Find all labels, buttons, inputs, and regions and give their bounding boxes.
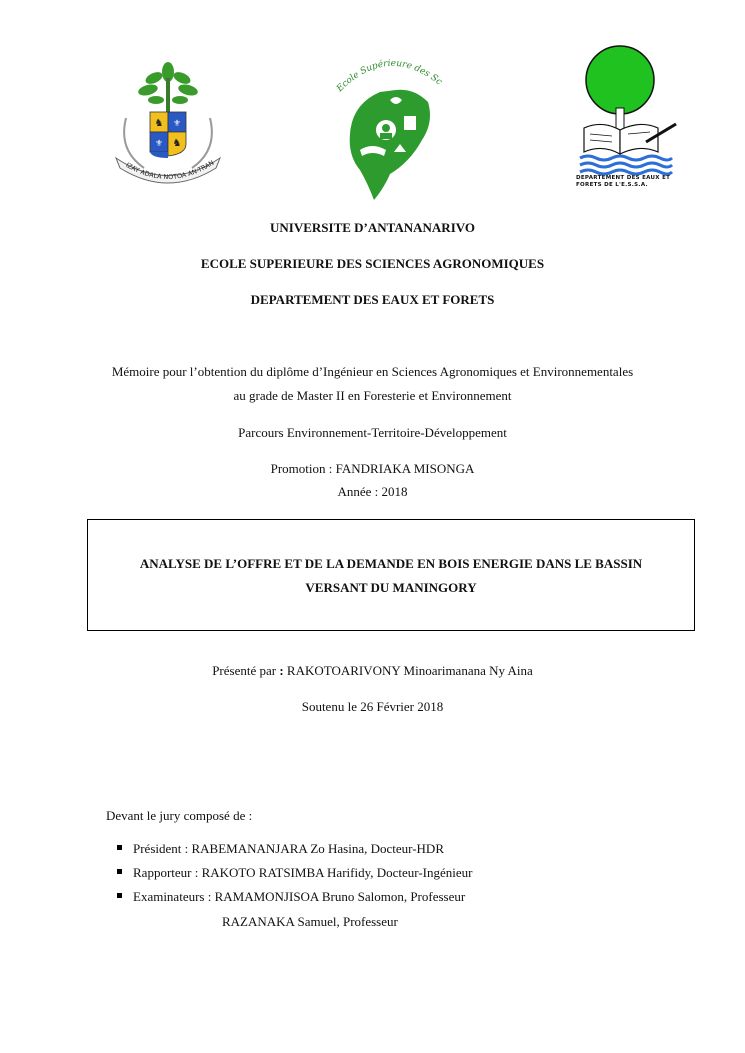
- presented-by-colon: :: [279, 663, 287, 678]
- jury-member-text: Examinateurs : RAMAMONJISOA Bruno Salomon, Professeur: [133, 889, 466, 904]
- department-name: DEPARTEMENT DES EAUX ET FORETS: [250, 292, 495, 307]
- university-name: UNIVERSITE D’ANTANANARIVO: [270, 220, 475, 235]
- thesis-title-line-2: VERSANT DU MANINGORY: [305, 580, 477, 595]
- author-name: RAKOTOARIVONY Minoarimanana Ny Aina: [286, 663, 533, 678]
- memoire-line-1: Mémoire pour l’obtention du diplôme d’Ingénieur en Sciences Agronomiques et Environnementales: [111, 364, 634, 379]
- presented-by-label: Présenté par: [212, 663, 280, 678]
- promotion: Promotion : FANDRIAKA MISONGA: [270, 461, 475, 476]
- defense-date: Soutenu le 26 Février 2018: [301, 699, 444, 714]
- svg-text:♞: ♞: [172, 138, 182, 149]
- jury-member-examinateurs: [115, 889, 473, 913]
- essa-logo: [330, 52, 445, 204]
- jury-member-president: [115, 841, 473, 865]
- thesis-title-line-1: ANALYSE DE L’OFFRE ET DE LA DEMANDE EN BOIS ENERGIE DANS LE BASSIN: [139, 556, 643, 571]
- svg-text:IZAY ADALA NOTOA AN-TRANY: IZAY ADALA NOTOA AN-TRAN: [124, 158, 216, 182]
- svg-text:⚜: ⚜: [172, 118, 182, 128]
- jury-member-examinateur-2: RAZANAKA Samuel, Professeur: [222, 914, 398, 929]
- bullet-icon: [117, 845, 122, 850]
- school-name: ECOLE SUPERIEURE DES SCIENCES AGRONOMIQUES: [200, 256, 545, 271]
- svg-text:Ecole Supérieure des Sciences: Ecole Supérieure des Sc: [335, 58, 444, 95]
- memoire-line-2: au grade de Master II en Foresterie et Environnement: [233, 388, 512, 403]
- university-crest-logo: [108, 58, 228, 188]
- parcours: Parcours Environnement-Territoire-Développement: [238, 425, 507, 440]
- jury-member-text: Rapporteur : RAKOTO RATSIMBA Harifidy, Docteur-Ingénieur: [133, 865, 473, 880]
- jury-member-text: Président : RABEMANANJARA Zo Hasina, Docteur-HDR: [133, 841, 444, 856]
- jury-list: [115, 841, 473, 913]
- department-logo: DEPARTEMENT DES EAUX ET FORETS DE L'E.S.S.A.: [570, 44, 685, 196]
- bullet-icon: [117, 893, 122, 898]
- jury-intro: Devant le jury composé de :: [106, 808, 253, 823]
- thesis-title-box: [87, 519, 695, 631]
- bullet-icon: [117, 869, 122, 874]
- annee: Année : 2018: [337, 484, 408, 499]
- svg-text:♞: ♞: [154, 118, 164, 129]
- presented-by: [0, 663, 745, 679]
- svg-text:⚜: ⚜: [154, 138, 164, 148]
- jury-member-rapporteur: [115, 865, 473, 889]
